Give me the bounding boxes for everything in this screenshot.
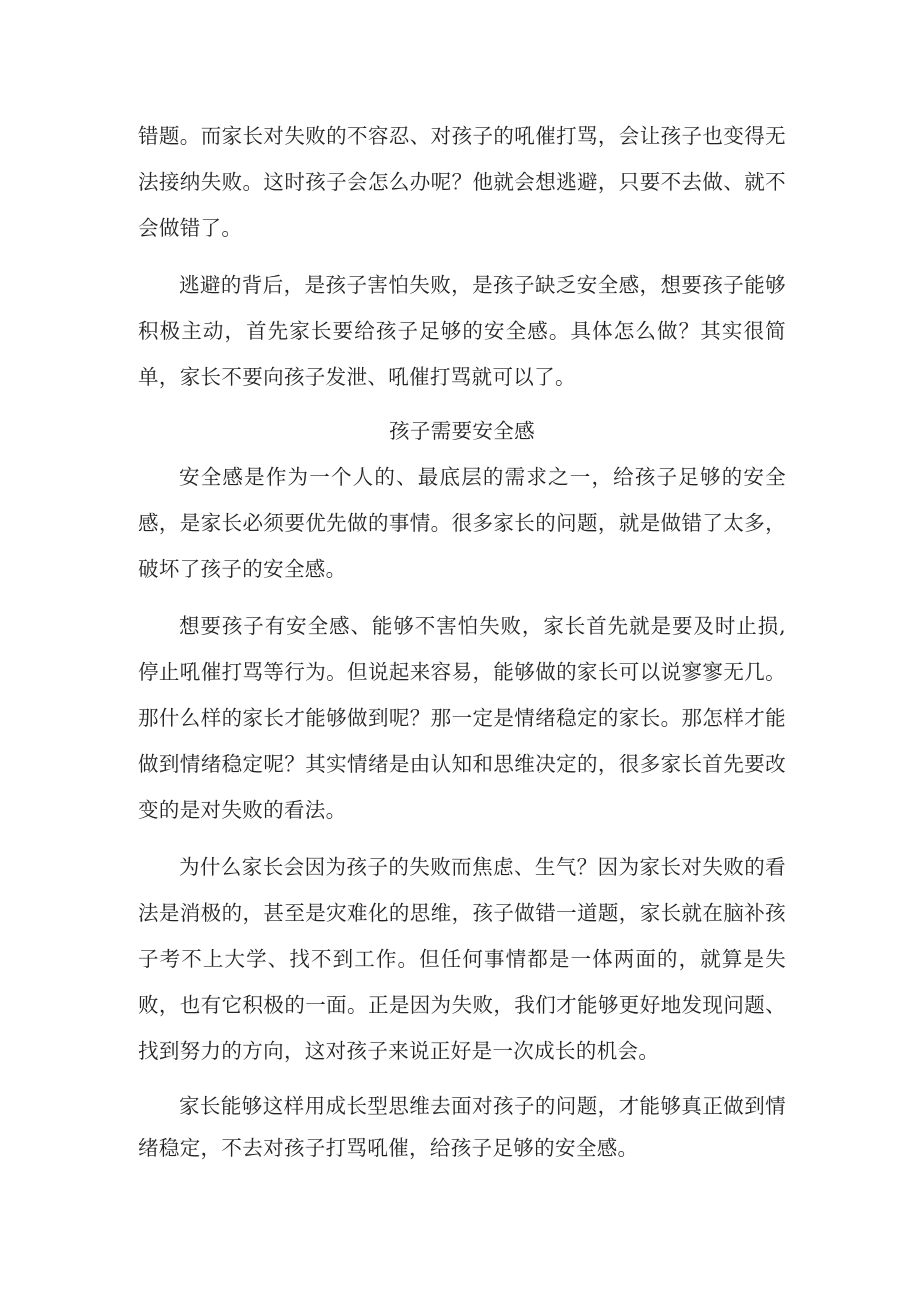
paragraph-growth-mindset: 家长能够这样用成长型思维去面对孩子的问题，才能够真正做到情绪稳定，不去对孩子打骂吼催，给孩子足够的安全感。 xyxy=(138,1094,786,1160)
document-body xyxy=(138,113,786,1169)
paragraph-failure-view: 为什么家长会因为孩子的失败而焦虑、生气？因为家长对失败的看法是消极的，甚至是灾难化的思维，孩子做错一道题，家长就在脑补孩子考不上大学、找不到工作。但任何事情都是一体两面的，就算是失败，也有它积极的一面。正是因为失败，我们才能够更好地发现问题、找到努力的方向，这对孩子来说正好是一次成长的机会。 xyxy=(138,855,786,1063)
section-heading: 孩子需要安全感 xyxy=(389,419,535,443)
paragraph-avoidance: 逃避的背后，是孩子害怕失败，是孩子缺乏安全感，想要孩子能够积极主动，首先家长要给孩子足够的安全感。具体怎么做？其实很简单，家长不要向孩子发泄、吼催打骂就可以了。 xyxy=(138,273,786,389)
paragraph-continued: 错题。而家长对失败的不容忍、对孩子的吼催打骂，会让孩子也变得无法接纳失败。这时孩子会怎么办呢？他就会想逃避，只要不去做、就不会做错了。 xyxy=(138,124,786,240)
paragraph-stop-loss: 想要孩子有安全感、能够不害怕失败，家长首先就是要及时止损,停止吼催打骂等行为。但说起来容易，能够做的家长可以说寥寥无几。那什么样的家长才能够做到呢？那一定是情绪稳定的家长。那怎样才能做到情绪稳定呢？其实情绪是由认知和思维决定的，很多家长首先要改变的是对失败的看法。 xyxy=(138,614,786,822)
paragraph-security-need: 安全感是作为一个人的、最底层的需求之一，给孩子足够的安全感，是家长必须要优先做的事情。很多家长的问题，就是做错了太多，破坏了孩子的安全感。 xyxy=(138,465,786,581)
